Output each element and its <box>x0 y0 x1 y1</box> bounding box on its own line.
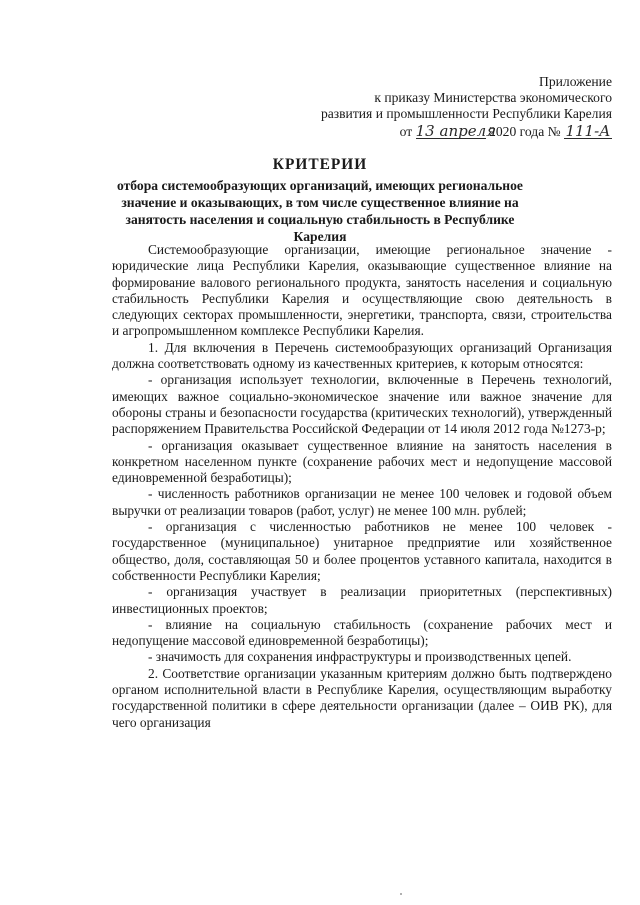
paragraph-intro: Системообразующие организации, имеющие региональное значение - юридические лица Республики Карелия, оказывающие существенное влияние на формирование валового регионального продукта, занятость населения и социальную стабильность Республики Карелия и осуществляющие свою деятельность в следующих секторах промышленности, энергетики, транспорта, связи, строительства и агропромышленном комплексе Республики Карелия. <box>112 242 612 339</box>
appendix-title: Приложение <box>539 74 612 89</box>
criterion-technologies: - организация использует технологии, включенные в Перечень технологий, имеющих важное социально-экономическое значение или важное значение для обороны страны и безопасности государства (критических технологий), утвержденный распоряжением Правительства Российской Федерации от 14 июля 2012 года №1273-р; <box>112 372 612 437</box>
criterion-employment: - организация оказывает существенное влияние на занятость населения в конкретном населенном пункте (сохранение рабочих мест и недопущение массовой единовременной безработицы); <box>112 437 612 486</box>
document-subtitle: отбора системообразующих организаций, имеющих региональное значение и оказывающих, в том числе существенное влияние на занятость населения и социальную стабильность в Республике Карелия <box>117 178 523 244</box>
document-body <box>112 242 612 731</box>
criterion-infrastructure: - значимость для сохранения инфраструктуры и производственных цепей. <box>148 649 572 665</box>
paragraph-1: 1. Для включения в Перечень системообразующих организаций Организация должна соответствовать одному из качественных критериев, к которым относятся: <box>112 339 612 372</box>
document-title: КРИТЕРИИ <box>272 156 368 173</box>
scan-speck <box>400 893 402 895</box>
criterion-state-ownership: - организация с численностью работников не менее 100 человек - государственное (муниципальное) унитарное предприятие или хозяйственное общество, доля, составляющая 50 и более процентов уставного капитала, находится в собственности Республики Карелия; <box>112 519 612 583</box>
handwritten-order-number: 111-А <box>565 122 611 140</box>
from-label: от <box>399 124 413 139</box>
handwritten-date: 13 апреля <box>415 122 497 140</box>
paragraph-2: 2. Соответствие организации указанным критериям должно быть подтверждено органом исполнительной власти в Республике Карелия, осуществляющим выработку государственной политики в сфере деятельности организации (далее – ОИВ РК), для чего организация <box>112 665 612 730</box>
year-number-label: 2020 года № <box>489 124 561 139</box>
order-date-line <box>400 124 612 140</box>
criterion-social-stability: - влияние на социальную стабильность (сохранение рабочих мест и недопущение массовой единовременной безработицы); <box>112 616 612 649</box>
order-reference: к приказу Министерства экономического <box>374 90 612 106</box>
appendix-header <box>292 74 612 123</box>
ministry-name: развития и промышленности Республики Карелия <box>320 106 612 122</box>
criterion-headcount-revenue: - численность работников организации не менее 100 человек и годовой объем выручки от реализации товаров (работ, услуг) не менее 100 млн. рублей; <box>112 486 612 518</box>
criterion-investment-projects: - организация участвует в реализации приоритетных (перспективных) инвестиционных проектов; <box>112 584 612 616</box>
